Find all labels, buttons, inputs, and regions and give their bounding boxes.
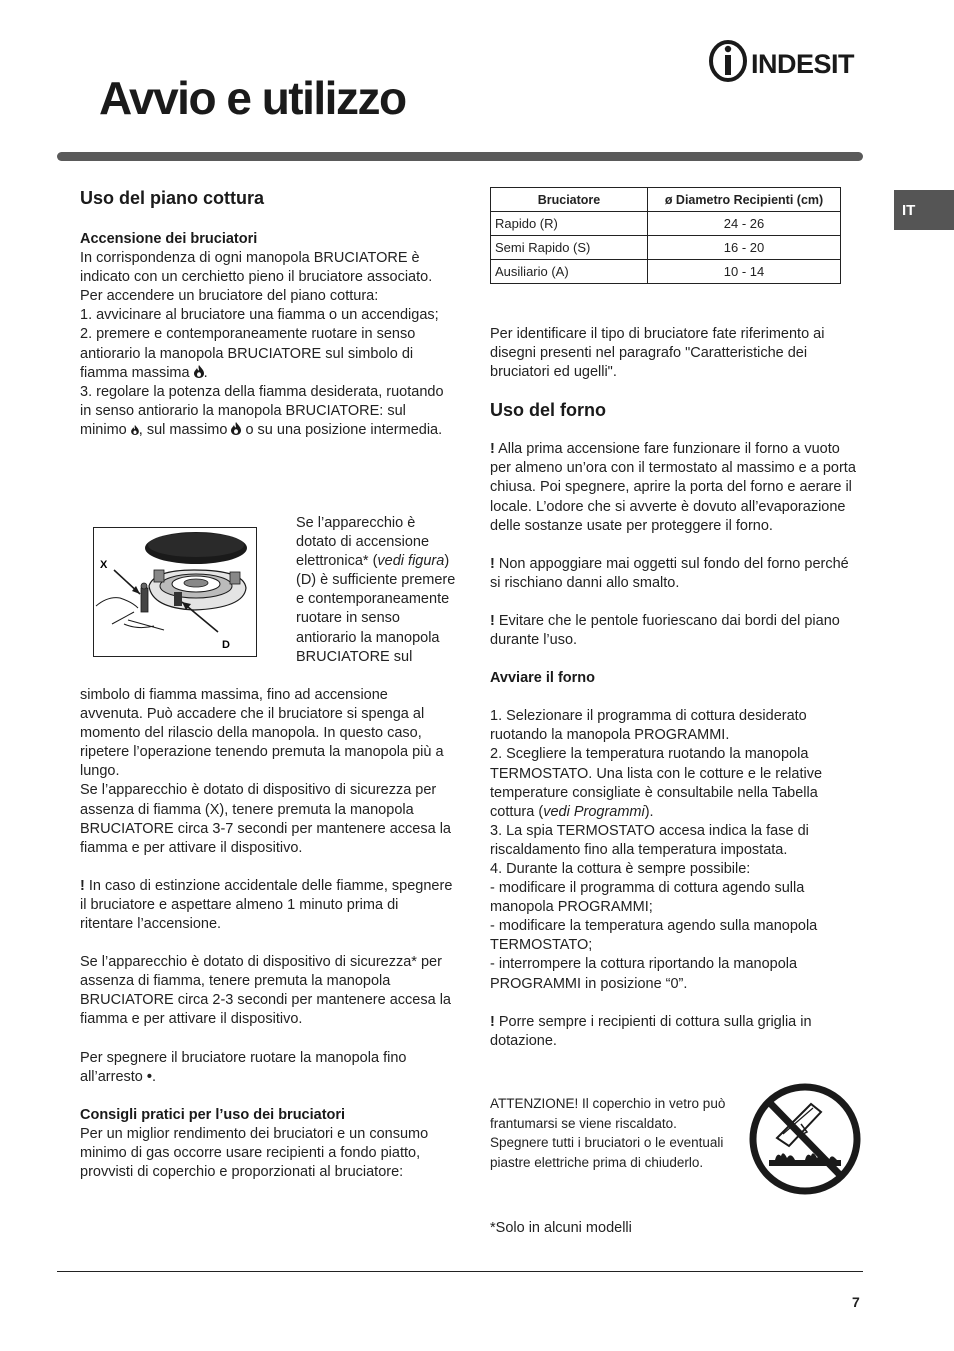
ignition-step-3: 3. regolare la potenza della fiamma desiderata, ruotando in senso antiorario la manopola BRUCIATORE: sul minimo , sul massimo o su una posizione intermedia.	[80, 383, 444, 438]
right-column	[490, 325, 860, 1051]
oven-heading: Uso del forno	[490, 400, 606, 421]
table-header-row	[491, 188, 841, 212]
glass-lid-attention: ATTENZIONE! Il coperchio in vetro può frantumarsi se viene riscaldato. Spegnere tutti i bruciatori o le eventuali piastre elettriche prima di chiuderlo.	[490, 1096, 726, 1170]
electronic-ignition-text: Se l’apparecchio è dotato di accensione elettronica* (vedi figura) (D) è sufficiente premere e contemporaneamente ruotare in senso antiorario la manopola BRUCIATORE sul	[296, 515, 456, 665]
ignition-paragraph-1: In corrispondenza di ogni manopola BRUCIATORE è indicato con un cerchietto pieno il bruciatore associato.	[80, 250, 433, 286]
table-row	[491, 236, 841, 260]
start-step-1: 1. Selezionare il programma di cottura desiderato ruotando la manopola PROGRAMMI.	[490, 708, 807, 744]
ignition-continued: simbolo di fiamma massima, fino ad accensione avvenuta. Può accadere che il bruciatore si spenga al momento del rilascio della manopola. In questo caso, ripetere l’operazione tenendo premuta la manopola più a lungo.	[80, 687, 444, 780]
table-cell: 16 - 20	[648, 236, 841, 260]
page-number: 7	[852, 1294, 860, 1310]
table-cell: 10 - 14	[648, 260, 841, 284]
table-header-diameter: ø Diametro Recipienti (cm)	[648, 188, 841, 212]
table-cell: Rapido (R)	[491, 212, 648, 236]
oven-warning-3: ! Evitare che le pentole fuoriescano dai bordi del piano durante l’uso.	[490, 612, 840, 649]
table-row	[491, 260, 841, 284]
flame-min-icon	[131, 425, 139, 435]
footer-divider	[57, 1271, 863, 1272]
table-cell: Ausiliario (A)	[491, 260, 648, 284]
flame-out-warning: ! In caso di estinzione accidentale delle fiamme, spegnere il bruciatore e aspettare almeno 1 minuto prima di ritentare l’accensione.	[80, 877, 453, 933]
burner-illustration	[94, 528, 256, 656]
flame-max-icon	[231, 422, 241, 435]
tips-subheading: Consigli pratici per l’uso dei bruciatori	[80, 1106, 346, 1123]
start-step-4: 4. Durante la cottura è sempre possibile:	[490, 860, 751, 877]
ignition-step-1: 1. avvicinare al bruciatore una fiamma o un accendigas;	[80, 307, 439, 324]
start-option-1: - modificare il programma di cottura agendo sulla manopola PROGRAMMI;	[490, 880, 805, 916]
label-x: X	[100, 559, 108, 571]
left-column-lower	[80, 686, 453, 1182]
start-option-2: - modificare la temperatura agendo sulla manopola TERMOSTATO;	[490, 918, 818, 954]
language-tab: IT	[894, 190, 954, 230]
oven-warning-1: ! Alla prima accensione fare funzionare il forno a vuoto per almeno un’ora con il termostato al massimo e a porta chiusa. Poi spegnere, aprire la porta del forno e aerare il locale. L’odore che si avverte è dovuto all’evaporazione delle sostanze usate per proteggere il forno.	[490, 441, 856, 534]
table-cell: 24 - 26	[648, 212, 841, 236]
flame-max-icon	[194, 365, 204, 378]
safety-device-paragraph-2: Se l’apparecchio è dotato di dispositivo di sicurezza* per assenza di fiamma, tenere premuta la manopola BRUCIATORE circa 2-3 secondi per mantenere accesa la fiamma e per attivare il dispositivo.	[80, 954, 451, 1028]
start-oven-subheading: Avviare il forno	[490, 670, 596, 687]
oven-warning-4: ! Porre sempre i recipienti di cottura sulla griglia in dotazione.	[490, 1013, 812, 1049]
safety-device-paragraph-1: Se l’apparecchio è dotato di dispositivo di sicurezza per assenza di fiamma (X), tenere premuta la manopola BRUCIATORE circa 3-7 secondi per mantenere accesa la fiamma e per attivare il dispositivo.	[80, 782, 451, 856]
label-d: D	[222, 639, 230, 651]
switch-off-instruction: Per spegnere il bruciatore ruotare la manopola fino all’arresto •.	[80, 1049, 407, 1085]
page-title: Avvio e utilizzo	[99, 72, 406, 124]
burner-identify-paragraph: Per identificare il tipo di bruciatore fate riferimento ai disegni presenti nel paragrafo "Caratteristiche dei bruciatori ed ugelli".	[490, 326, 825, 381]
table-header-burner: Bruciatore	[491, 188, 648, 212]
left-column-upper	[80, 188, 453, 440]
start-step-2: 2. Scegliere la temperatura ruotando la manopola TERMOSTATO. Una lista con le cotture e le relative temperature consigliate è consultabile nella Tabella cottura (vedi Programmi).	[490, 746, 823, 820]
ignition-subheading: Accensione dei bruciatori	[80, 231, 258, 247]
off-position-symbol: •	[146, 1068, 152, 1085]
ignition-step-2: 2. premere e contemporaneamente ruotare in senso antiorario la manopola BRUCIATORE sul simbolo di fiamma massima .	[80, 326, 416, 381]
table-cell: Semi Rapido (S)	[491, 236, 648, 260]
no-closing-lid-warning-icon	[749, 1082, 861, 1196]
burner-diameter-table	[490, 187, 841, 284]
indesit-logo	[708, 40, 864, 82]
tips-paragraph: Per un miglior rendimento dei bruciatori e un consumo minimo di gas occorre usare recipienti a fondo piatto, provvisti di coperchio e proporzionati al bruciatore:	[80, 1125, 429, 1180]
brand-wordmark: INDESIT	[751, 49, 855, 79]
start-option-3: - interrompere la cottura riportando la manopola PROGRAMMI in posizione “0”.	[490, 956, 798, 992]
oven-warning-2: ! Non appoggiare mai oggetti sul fondo del forno perché si rischiano danni allo smalto.	[490, 555, 849, 591]
burner-ignition-figure	[93, 527, 257, 657]
ignition-paragraph-2: Per accendere un bruciatore del piano cottura:	[80, 288, 379, 305]
table-row	[491, 212, 841, 236]
start-step-3: 3. La spia TERMOSTATO accesa indica la fase di riscaldamento fino alla temperatura impostata.	[490, 822, 809, 858]
hob-heading: Uso del piano cottura	[80, 188, 265, 208]
header-divider	[57, 152, 863, 161]
footnote: *Solo in alcuni modelli	[490, 1220, 632, 1236]
